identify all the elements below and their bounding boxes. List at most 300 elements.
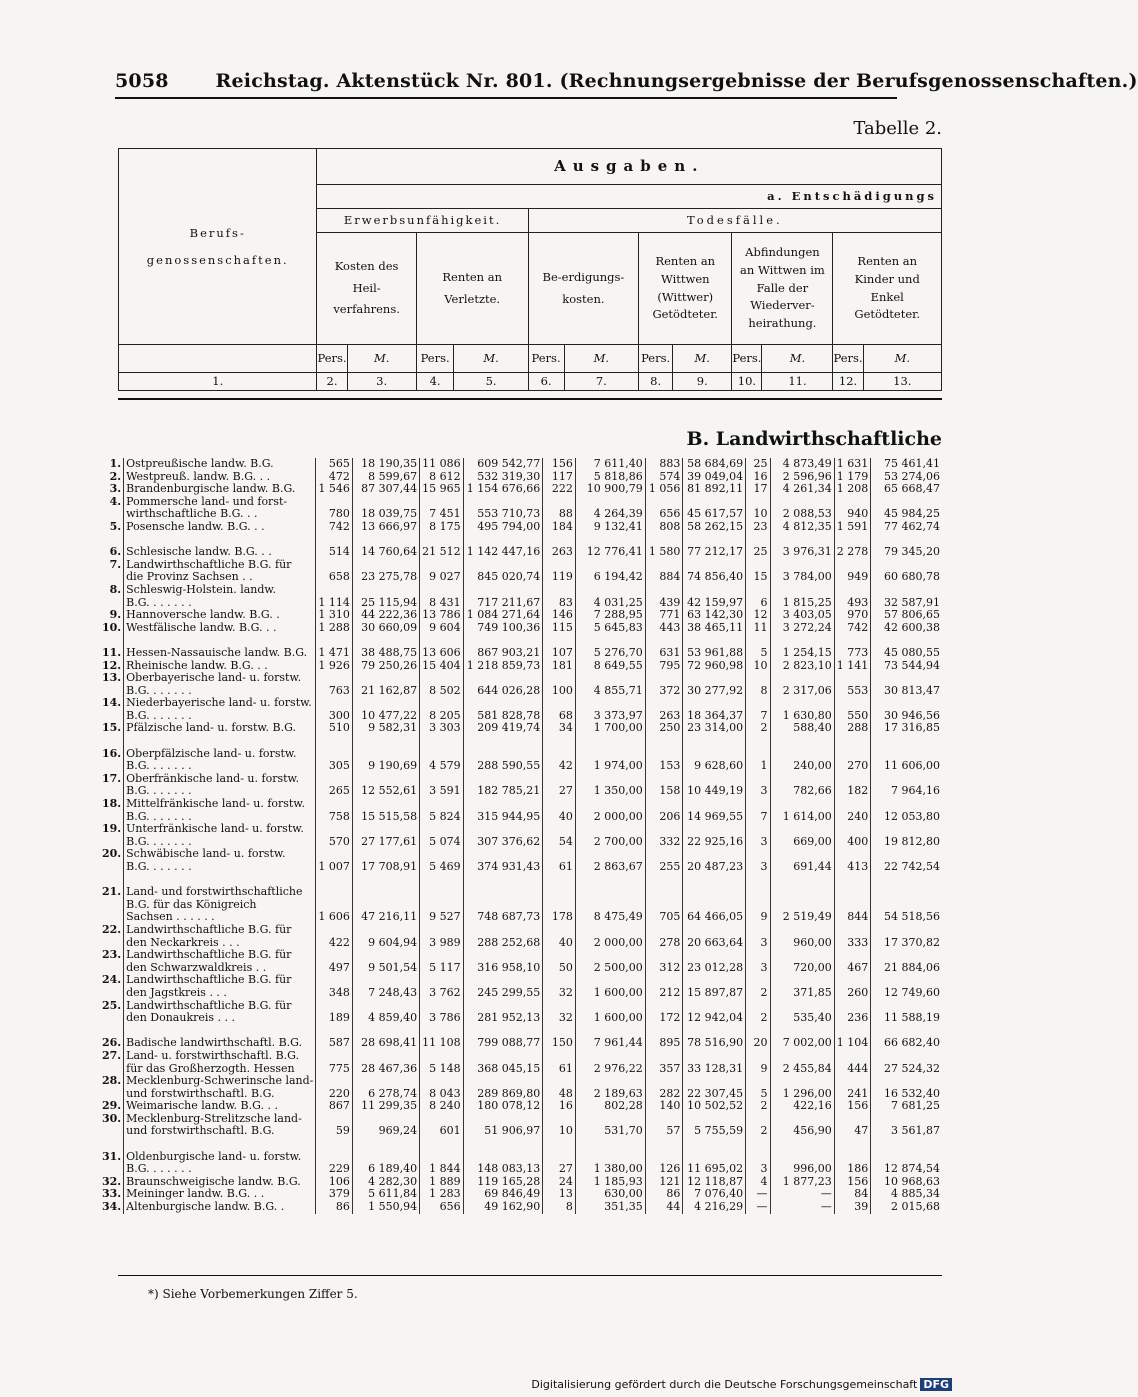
cell-c11: [770, 1138, 834, 1151]
cell-c7: [575, 886, 645, 899]
cell-c6: 48: [543, 1088, 576, 1101]
cell-c8: 212: [645, 987, 683, 1000]
cell-c4: [420, 874, 464, 887]
colnum: 3.: [347, 373, 416, 391]
cell-c6: [543, 584, 576, 597]
cell-c3: 38 488,75: [352, 647, 419, 660]
cell-c9: 12 942,04: [683, 1012, 746, 1025]
cell-c5: [463, 584, 543, 597]
header-entschaedigungs: a. Entschädigungs: [317, 185, 942, 209]
cell-c2: 300: [316, 710, 353, 723]
cell-c11: [770, 823, 834, 836]
cell-c2: 587: [316, 1037, 353, 1050]
column-number-row: [119, 373, 942, 391]
cell-c12: [834, 1050, 871, 1063]
cell-c7: 2 863,67: [575, 861, 645, 874]
cell-c4: 21 512: [420, 546, 464, 559]
cell-c7: 1 600,00: [575, 1012, 645, 1025]
row-name: B.G. . . . . . .: [124, 811, 316, 824]
cell-c11: [770, 1050, 834, 1063]
cell-c7: [575, 584, 645, 597]
colnum: 10.: [732, 373, 762, 391]
cell-c10: 8: [746, 685, 770, 698]
cell-c11: 422,16: [770, 1100, 834, 1113]
cell-c8: [645, 584, 683, 597]
cell-c2: [316, 924, 353, 937]
cell-c6: 10: [543, 1125, 576, 1138]
cell-c11: [770, 874, 834, 887]
row-number: [100, 1163, 124, 1176]
cell-c4: 7 451: [420, 508, 464, 521]
cell-c9: [683, 735, 746, 748]
cell-c8: 771: [645, 609, 683, 622]
cell-c12: 39: [834, 1201, 871, 1214]
cell-c8: [645, 735, 683, 748]
cell-c3: 12 552,61: [352, 785, 419, 798]
row-name: Schwäbische land- u. forstw.: [124, 848, 316, 861]
cell-c5: 799 088,77: [463, 1037, 543, 1050]
row-name: Oberbayerische land- u. forstw.: [124, 672, 316, 685]
cell-c10: 7: [746, 811, 770, 824]
cell-c8: 278: [645, 937, 683, 950]
cell-c13: 57 806,65: [871, 609, 942, 622]
cell-c11: 2 317,06: [770, 685, 834, 698]
cell-c13: [871, 874, 942, 887]
cell-c11: 720,00: [770, 962, 834, 975]
cell-c12: [834, 672, 871, 685]
header-erwerbsunfaehigkeit: Erwerbsunfähigkeit.: [317, 209, 528, 233]
row-number: 25.: [102, 998, 122, 1012]
cell-c8: 895: [645, 1037, 683, 1050]
cell-c5: 180 078,12: [463, 1100, 543, 1113]
row-number: 28.: [102, 1074, 122, 1088]
cell-c5: 288 590,55: [463, 760, 543, 773]
cell-c2: [316, 697, 353, 710]
header-renten-kinder: Renten an Kinder und Enkel Getödteter.: [833, 233, 942, 345]
cell-c10: 20: [746, 1037, 770, 1050]
cell-c3: 25 115,94: [352, 597, 419, 610]
cell-c4: 8 431: [420, 597, 464, 610]
cell-c3: 11 299,35: [352, 1100, 419, 1113]
cell-c5: 748 687,73: [463, 911, 543, 924]
cell-c6: 83: [543, 597, 576, 610]
cell-c5: [463, 874, 543, 887]
cell-c6: 115: [543, 622, 576, 635]
cell-c7: 4 855,71: [575, 685, 645, 698]
cell-c9: 63 142,30: [683, 609, 746, 622]
header-renten-verletzte: Renten an Verletzte.: [416, 233, 528, 345]
row-name: für das Großherzogth. Hessen: [124, 1063, 316, 1076]
cell-c5: [463, 924, 543, 937]
cell-c4: 3 762: [420, 987, 464, 1000]
cell-c4: [420, 949, 464, 962]
cell-c13: 12 053,80: [871, 811, 942, 824]
row-name: Braunschweigische landw. B.G.: [124, 1176, 316, 1189]
cell-c7: 2 189,63: [575, 1088, 645, 1101]
cell-c6: [543, 735, 576, 748]
cell-c11: 2 088,53: [770, 508, 834, 521]
cell-c5: 51 906,97: [463, 1125, 543, 1138]
cell-c11: 1 254,15: [770, 647, 834, 660]
cell-c8: 795: [645, 660, 683, 673]
cell-c8: 808: [645, 521, 683, 534]
cell-c10: 3: [746, 937, 770, 950]
header-abfindungen: Abfindungen an Wittwen im Falle der Wiederver-heirathung.: [732, 233, 833, 345]
cell-c12: [834, 823, 871, 836]
cell-c12: 241: [834, 1088, 871, 1101]
cell-c9: 15 897,87: [683, 987, 746, 1000]
cell-c13: 7 681,25: [871, 1100, 942, 1113]
row-number: 20.: [102, 847, 122, 861]
cell-c13: 16 532,40: [871, 1088, 942, 1101]
cell-c9: 42 159,97: [683, 597, 746, 610]
cell-c6: 54: [543, 836, 576, 849]
cell-c11: [770, 584, 834, 597]
cell-c13: 32 587,91: [871, 597, 942, 610]
row-name: Brandenburgische landw. B.G.: [124, 483, 316, 496]
header-renten-wittwen: Renten an Wittwen (Wittwer) Getödteter.: [639, 233, 732, 345]
cell-c9: [683, 1138, 746, 1151]
unit-pers: Pers.: [639, 345, 673, 373]
cell-c7: 8 649,55: [575, 660, 645, 673]
cell-c5: 845 020,74: [463, 571, 543, 584]
row-number: [100, 987, 124, 1000]
row-name: Weimarische landw. B.G. . .: [124, 1100, 316, 1113]
cell-c7: 8 475,49: [575, 911, 645, 924]
cell-c8: [645, 672, 683, 685]
cell-c12: 444: [834, 1063, 871, 1076]
cell-c11: [770, 949, 834, 962]
cell-c7: 1 600,00: [575, 987, 645, 1000]
cell-c10: 9: [746, 911, 770, 924]
cell-c8: 172: [645, 1012, 683, 1025]
cell-c6: [543, 886, 576, 899]
colnum: 4.: [416, 373, 454, 391]
unit-row: [119, 345, 942, 373]
row-number: 2.: [109, 469, 122, 483]
cell-c13: 73 544,94: [871, 660, 942, 673]
cell-c7: 1 350,00: [575, 785, 645, 798]
row-number: [100, 1138, 124, 1151]
cell-c6: 16: [543, 1100, 576, 1113]
cell-c4: 4 579: [420, 760, 464, 773]
cell-c3: 18 190,35: [352, 458, 419, 471]
cell-c9: [683, 798, 746, 811]
cell-c9: 22 307,45: [683, 1088, 746, 1101]
row-name: Posensche landw. B.G. . .: [124, 521, 316, 534]
cell-c10: 3: [746, 861, 770, 874]
cell-c4: [420, 823, 464, 836]
cell-c5: 1 154 676,66: [463, 483, 543, 496]
cell-c9: 81 892,11: [683, 483, 746, 496]
cell-c7: 3 373,97: [575, 710, 645, 723]
cell-c6: [543, 823, 576, 836]
cell-c4: 8 175: [420, 521, 464, 534]
cell-c3: 4 859,40: [352, 1012, 419, 1025]
cell-c13: 79 345,20: [871, 546, 942, 559]
cell-c12: [834, 949, 871, 962]
cell-c9: 14 969,55: [683, 811, 746, 824]
cell-c9: [683, 886, 746, 899]
cell-c7: [575, 1075, 645, 1088]
cell-c13: [871, 1138, 942, 1151]
cell-c4: 11 108: [420, 1037, 464, 1050]
row-name: wirthschaftliche B.G. . .: [124, 508, 316, 521]
cell-c3: [352, 886, 419, 899]
cell-c3: [352, 1050, 419, 1063]
cell-c4: 1 283: [420, 1188, 464, 1201]
row-number: 4.: [109, 494, 122, 508]
table-row: [100, 1100, 942, 1113]
cell-c13: 22 742,54: [871, 861, 942, 874]
unit-mark: M.: [863, 345, 941, 373]
cell-c6: 88: [543, 508, 576, 521]
cell-c12: [834, 697, 871, 710]
cell-c13: [871, 697, 942, 710]
cell-c10: 25: [746, 458, 770, 471]
row-name: [124, 1138, 316, 1151]
cell-c12: 1 591: [834, 521, 871, 534]
cell-c2: 1 310: [316, 609, 353, 622]
cell-c8: 357: [645, 1063, 683, 1076]
cell-c3: [352, 874, 419, 887]
cell-c3: 14 760,64: [352, 546, 419, 559]
cell-c11: 3 784,00: [770, 571, 834, 584]
cell-c5: 307 376,62: [463, 836, 543, 849]
cell-c12: 1 208: [834, 483, 871, 496]
cell-c8: [645, 924, 683, 937]
row-name: den Schwarzwaldkreis . .: [124, 962, 316, 975]
cell-c6: [543, 672, 576, 685]
cell-c9: 74 856,40: [683, 571, 746, 584]
cell-c11: 1 296,00: [770, 1088, 834, 1101]
cell-c3: 18 039,75: [352, 508, 419, 521]
row-name: Schleswig-Holstein. landw.: [124, 584, 316, 597]
cell-c7: [575, 949, 645, 962]
dfg-logo-icon: DFG: [920, 1378, 952, 1391]
unit-mark: M.: [347, 345, 416, 373]
cell-c10: 1: [746, 760, 770, 773]
cell-c4: 11 086: [420, 458, 464, 471]
cell-c4: [420, 584, 464, 597]
header-todesfaelle: Todesfälle.: [528, 209, 941, 233]
cell-c10: 12: [746, 609, 770, 622]
cell-c2: 189: [316, 1012, 353, 1025]
row-number: 24.: [102, 973, 122, 987]
table-row: [100, 987, 942, 1000]
row-name: B.G. . . . . . .: [124, 836, 316, 849]
cell-c7: [575, 874, 645, 887]
cell-c4: 3 786: [420, 1012, 464, 1025]
page-header: [115, 70, 1138, 92]
cell-c12: 1 631: [834, 458, 871, 471]
cell-c10: —: [746, 1188, 770, 1201]
cell-c4: 15 404: [420, 660, 464, 673]
cell-c9: 18 364,37: [683, 710, 746, 723]
cell-c5: 495 794,00: [463, 521, 543, 534]
cell-c6: 61: [543, 861, 576, 874]
cell-c2: 379: [316, 1188, 353, 1201]
row-name: Oberfränkische land- u. forstw.: [124, 773, 316, 786]
row-name: Westfälische landw. B.G. . .: [124, 622, 316, 635]
row-number: 8.: [109, 582, 122, 596]
cell-c12: 236: [834, 1012, 871, 1025]
table-row: [100, 521, 942, 534]
row-number: 9.: [109, 608, 122, 622]
cell-c11: 782,66: [770, 785, 834, 798]
section-title: B. Landwirthschaftliche: [686, 428, 942, 450]
row-name: Landwirthschaftliche B.G. für: [124, 949, 316, 962]
cell-c4: 8 240: [420, 1100, 464, 1113]
cell-c7: [575, 924, 645, 937]
cell-c13: 10 968,63: [871, 1176, 942, 1189]
cell-c2: 1 288: [316, 622, 353, 635]
row-name: Meininger landw. B.G. . .: [124, 1188, 316, 1201]
cell-c11: [770, 672, 834, 685]
cell-c5: 148 083,13: [463, 1163, 543, 1176]
cell-c10: 10: [746, 660, 770, 673]
cell-c8: 439: [645, 597, 683, 610]
cell-c11: 1 630,80: [770, 710, 834, 723]
cell-c4: [420, 697, 464, 710]
cell-c11: [770, 735, 834, 748]
cell-c8: 140: [645, 1100, 683, 1113]
table-row: [100, 546, 942, 559]
cell-c6: 222: [543, 483, 576, 496]
cell-c10: 11: [746, 622, 770, 635]
row-number: 31.: [102, 1149, 122, 1163]
cell-c7: 1 380,00: [575, 1163, 645, 1176]
row-number: 23.: [102, 948, 122, 962]
cell-c4: 3 989: [420, 937, 464, 950]
cell-c7: 1 974,00: [575, 760, 645, 773]
cell-c7: 5 276,70: [575, 647, 645, 660]
cell-c6: 24: [543, 1176, 576, 1189]
cell-c5: 609 542,77: [463, 458, 543, 471]
cell-c8: [645, 697, 683, 710]
table-row: [100, 622, 942, 635]
cell-c10: 2: [746, 987, 770, 1000]
unit-mark: M.: [762, 345, 833, 373]
cell-c5: [463, 672, 543, 685]
cell-c11: 4 261,34: [770, 483, 834, 496]
cell-c10: 2: [746, 722, 770, 735]
cell-c7: 1 185,93: [575, 1176, 645, 1189]
cell-c6: [543, 1075, 576, 1088]
cell-c8: 312: [645, 962, 683, 975]
cell-c3: [352, 798, 419, 811]
cell-c11: 2 455,84: [770, 1063, 834, 1076]
cell-c4: 5 074: [420, 836, 464, 849]
cell-c3: [352, 697, 419, 710]
cell-c10: [746, 1138, 770, 1151]
cell-c9: 38 465,11: [683, 622, 746, 635]
cell-c2: [316, 735, 353, 748]
cell-c13: 11 588,19: [871, 1012, 942, 1025]
row-number: 1.: [109, 457, 122, 470]
cell-c3: 6 189,40: [352, 1163, 419, 1176]
row-name: Hessen-Nassauische landw. B.G.: [124, 647, 316, 660]
row-name: Mecklenburg-Schwerinsche land-: [124, 1075, 316, 1088]
cell-c13: 2 015,68: [871, 1201, 942, 1214]
row-number: 19.: [102, 822, 122, 836]
cell-c2: 305: [316, 760, 353, 773]
cell-c9: 12 118,87: [683, 1176, 746, 1189]
cell-c13: 21 884,06: [871, 962, 942, 975]
cell-c9: 58 684,69: [683, 458, 746, 471]
unit-mark: M.: [673, 345, 732, 373]
cell-c13: [871, 798, 942, 811]
cell-c4: [420, 1050, 464, 1063]
cell-c3: [352, 584, 419, 597]
colnum: 11.: [762, 373, 833, 391]
cell-c10: 7: [746, 710, 770, 723]
cell-c8: [645, 949, 683, 962]
cell-c8: [645, 886, 683, 899]
cell-c8: 250: [645, 722, 683, 735]
cell-c10: [746, 735, 770, 748]
row-name: Landwirthschaftliche B.G. für: [124, 1000, 316, 1013]
cell-c9: 78 516,90: [683, 1037, 746, 1050]
row-name: Westpreuß. landw. B.G. . .: [124, 471, 316, 484]
cell-c8: 263: [645, 710, 683, 723]
cell-c2: 763: [316, 685, 353, 698]
cell-c8: 884: [645, 571, 683, 584]
cell-c13: [871, 886, 942, 899]
cell-c9: 39 049,04: [683, 471, 746, 484]
cell-c11: 4 873,49: [770, 458, 834, 471]
cell-c5: 209 419,74: [463, 722, 543, 735]
cell-c2: 570: [316, 836, 353, 849]
cell-c7: 1 700,00: [575, 722, 645, 735]
cell-c12: 47: [834, 1125, 871, 1138]
cell-c3: 21 162,87: [352, 685, 419, 698]
cell-c9: [683, 949, 746, 962]
cell-c6: [543, 924, 576, 937]
cell-c5: [463, 949, 543, 962]
unit-mark: M.: [564, 345, 639, 373]
row-name: Oldenburgische land- u. forstw.: [124, 1151, 316, 1164]
cell-c2: 565: [316, 458, 353, 471]
cell-c11: 371,85: [770, 987, 834, 1000]
cell-c8: 255: [645, 861, 683, 874]
unit-mark: M.: [454, 345, 528, 373]
cell-c8: 158: [645, 785, 683, 798]
cell-c11: 240,00: [770, 760, 834, 773]
cell-c9: 10 449,19: [683, 785, 746, 798]
cell-c10: 5: [746, 647, 770, 660]
cell-c6: [543, 697, 576, 710]
row-name: B.G. . . . . . .: [124, 1163, 316, 1176]
body-top-rule: [118, 398, 942, 400]
cell-c13: [871, 823, 942, 836]
cell-c9: 45 617,57: [683, 508, 746, 521]
row-name: Pfälzische land- u. forstw. B.G.: [124, 722, 316, 735]
cell-c10: 2: [746, 1012, 770, 1025]
row-name: B.G. für das Königreich: [124, 899, 316, 912]
cell-c10: [746, 874, 770, 887]
cell-c7: 10 900,79: [575, 483, 645, 496]
table-row: [100, 609, 942, 622]
header-beerdigungskosten: Be-erdigungs-kosten.: [528, 233, 639, 345]
cell-c2: [316, 672, 353, 685]
table-row: [100, 458, 942, 471]
colnum: 1.: [119, 373, 317, 391]
cell-c11: 3 976,31: [770, 546, 834, 559]
cell-c4: 13 606: [420, 647, 464, 660]
cell-c6: 13: [543, 1188, 576, 1201]
cell-c9: [683, 672, 746, 685]
